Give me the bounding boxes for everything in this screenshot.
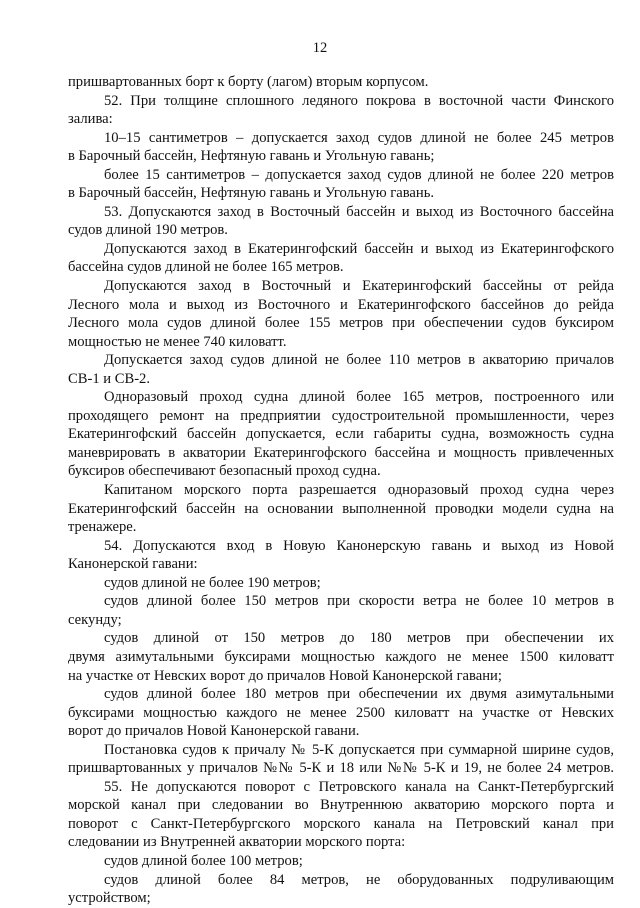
text-line: 54. Допускаются вход в Новую Канонерскую гавань и выход из Новой [104,537,614,554]
text-line: СВ-1 и СВ-2. [68,370,151,387]
text-line: Допускаются заход в Восточный и Екатерингофский бассейны от рейда [104,278,614,295]
text-line: пришвартованных у причалов №№ 5-К и 18 или №№ 5-К и 19, не более 24 метров. [68,760,614,777]
text-line: секунду; [68,611,122,628]
text-line: судов длиной не более 190 метров; [104,574,321,591]
text-line: буксирами мощностью каждого не менее 2500 киловатт на участке от Невских [68,704,614,721]
text-line: залива: [68,111,113,128]
text-line: поворот с Санкт-Петербургского морского канала на Петровский канал при [68,815,614,832]
text-line: судов длиной более 180 метров при обеспечении их двумя азимутальными [104,686,614,703]
document-body [68,73,614,908]
text-line: морской канал при следовании во Внутреннюю акваторию морского порта и [68,797,614,814]
text-line: судов длиной более 84 метров, не оборудованных подруливающим [104,871,614,888]
text-line: на участке от Невских ворот до причалов Новой Канонерской гавани; [68,667,502,684]
text-line: Канонерской гавани: [68,556,198,573]
text-line: судов длиной 190 метров. [68,222,228,239]
text-line: проходящего ремонт на предприятии судостроительной промышленности, через [68,407,614,424]
text-line: Капитаном морского порта разрешается одноразовый проход судна через [104,482,614,499]
text-line: ворот до причалов Новой Канонерской гавани. [68,723,360,740]
page-number: 12 [312,40,328,56]
text-line: буксиров обеспечивают безопасный проход судна. [68,463,381,480]
text-line: Екатерингофский бассейн на основании выполненной проводки модели судна на [68,500,614,517]
text-line: 53. Допускаются заход в Восточный бассейн и выход из Восточного бассейна [104,203,614,220]
text-line: следовании из Внутренней акватории морского порта: [68,834,406,851]
text-line: судов длиной более 100 метров; [104,852,303,869]
text-line: мощностью не менее 740 киловатт. [68,333,287,350]
text-line: Лесного мола судов длиной более 155 метров при обеспечении судов буксиром [68,315,614,332]
text-line: 55. Не допускаются поворот с Петровского канала на Санкт-Петербургский [104,778,614,795]
text-line: Одноразовый проход судна длиной более 165 метров, построенного или [104,389,614,406]
text-line: 10–15 сантиметров – допускается заход судов длиной не более 245 метров [104,129,614,146]
text-line: тренажере. [68,519,137,536]
text-line: маневрировать в акватории Екатерингофского бассейна и мощность привлеченных [68,444,614,461]
text-line: судов длиной от 150 метров до 180 метров при обеспечении их [104,630,614,647]
text-line: Лесного мола и выход из Восточного и Екатерингофского бассейнов до рейда [68,296,614,313]
text-line: 52. При толщине сплошного ледяного покрова в восточной части Финского [104,92,614,109]
text-line: более 15 сантиметров – допускается заход судов длиной не более 220 метров [104,166,614,183]
text-line: пришвартованных борт к борту (лагом) вторым корпусом. [68,74,429,90]
text-line: Постановка судов к причалу № 5-К допускается при суммарной ширине судов, [104,741,614,758]
text-line: устройством; [68,890,151,907]
text-line: Екатерингофский бассейн допускается, если габариты судна, возможность судна [68,426,614,443]
text-line: судов длиной более 150 метров при скорости ветра не более 10 метров в [104,593,614,610]
text-line: двумя азимутальными буксирами мощностью каждого не менее 1500 киловатт [68,648,614,665]
text-line: Допускаются заход в Екатерингофский бассейн и выход из Екатерингофского [104,240,614,257]
text-line: в Барочный бассейн, Нефтяную гавань и Угольную гавань. [68,185,434,202]
text-line: бассейна судов длиной не более 165 метров. [68,259,344,276]
text-line: в Барочный бассейн, Нефтяную гавань и Угольную гавань; [68,148,435,165]
text-line: Допускается заход судов длиной не более 110 метров в акваторию причалов [104,352,614,369]
